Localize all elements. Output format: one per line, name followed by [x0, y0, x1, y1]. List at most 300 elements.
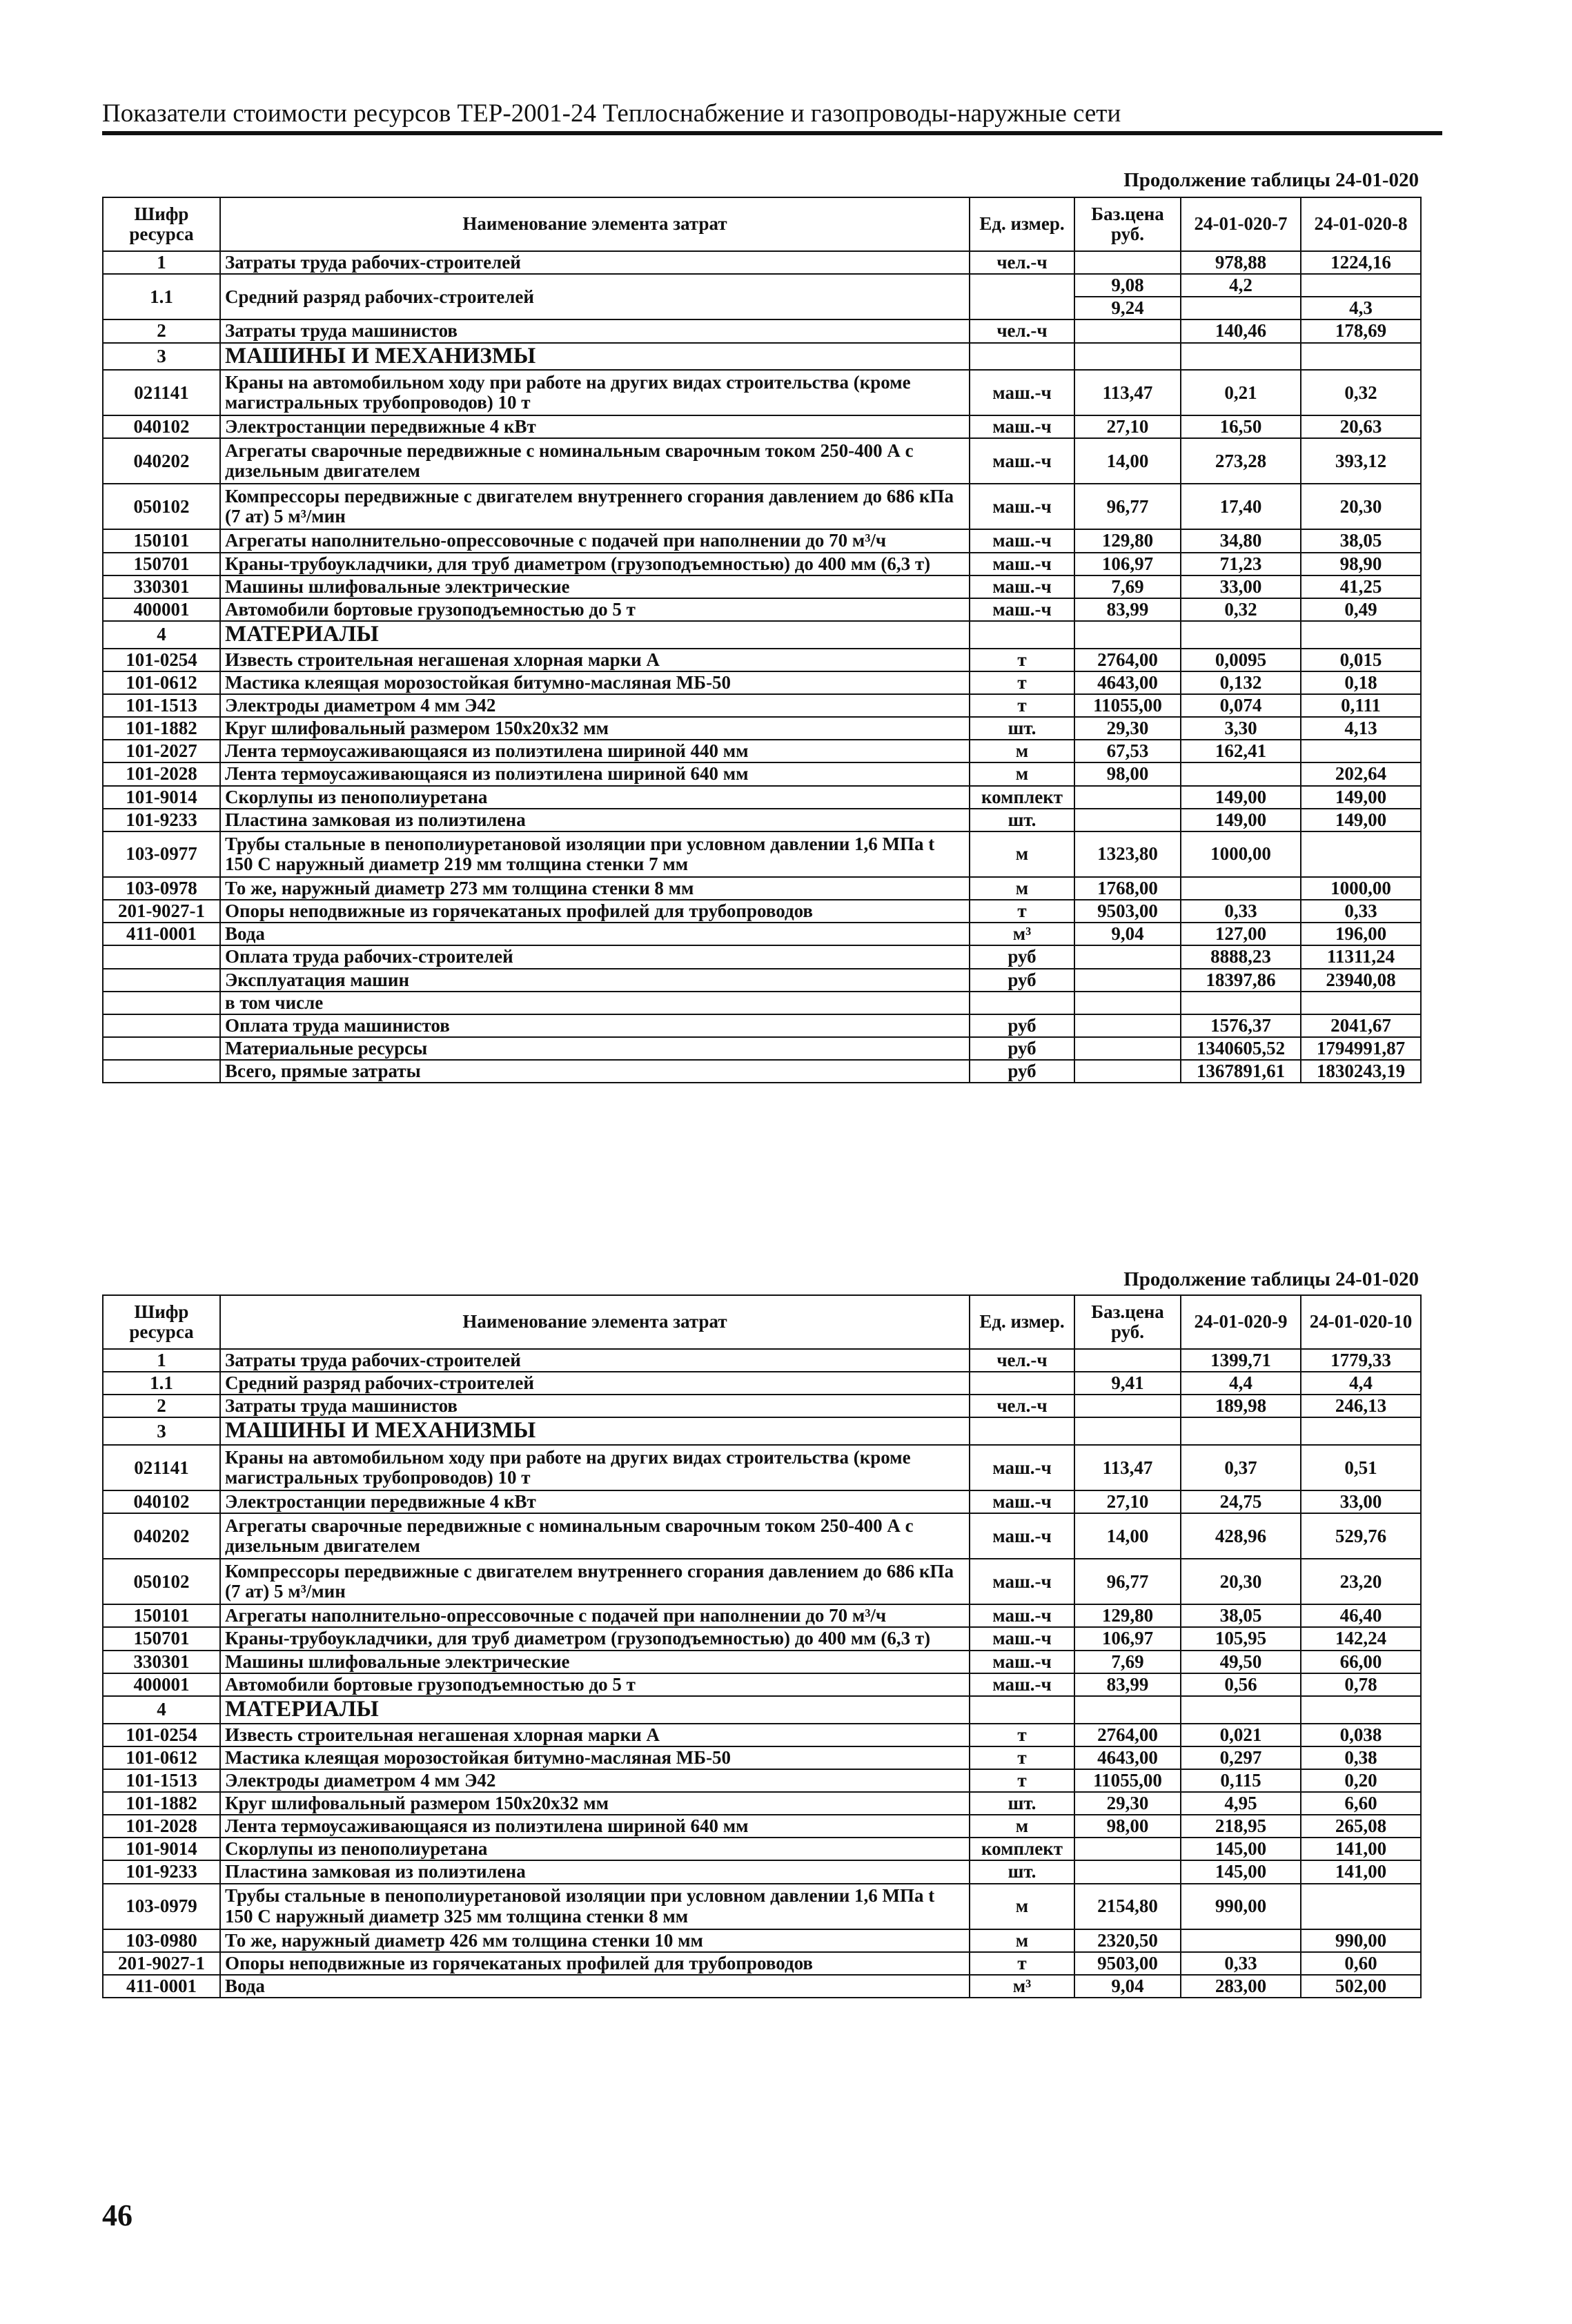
- base-price: 2764,00: [1074, 649, 1181, 671]
- total-value-b: 1830243,19: [1301, 1060, 1421, 1083]
- resource-code: 101-2028: [103, 762, 220, 785]
- value-b: 149,00: [1301, 809, 1421, 831]
- unit-of-measure: маш.-ч: [970, 438, 1074, 484]
- unit-of-measure: м: [970, 1815, 1074, 1838]
- total-label: Всего, прямые затраты: [220, 1060, 970, 1083]
- resource-code: 040102: [103, 415, 220, 438]
- value-b: 46,40: [1301, 1604, 1421, 1627]
- value-b: 502,00: [1301, 1975, 1421, 1998]
- unit-of-measure: м³: [970, 923, 1074, 945]
- value-a: 1399,71: [1181, 1349, 1301, 1372]
- value-b: [1301, 1884, 1421, 1929]
- base-price: 67,53: [1074, 740, 1181, 762]
- resource-name: Скорлупы из пенополиуретана: [220, 786, 970, 809]
- resource-code: 101-2027: [103, 740, 220, 762]
- value-b: 0,038: [1301, 1724, 1421, 1746]
- resource-code: 101-0612: [103, 671, 220, 694]
- table-row: [103, 529, 1421, 552]
- resource-code: 050102: [103, 484, 220, 529]
- unit-of-measure: комплект: [970, 786, 1074, 809]
- unit-of-measure: т: [970, 900, 1074, 923]
- total-unit: руб: [970, 1037, 1074, 1060]
- resource-name: Электроды диаметром 4 мм Э42: [220, 1769, 970, 1792]
- total-base-cell: [1074, 969, 1181, 992]
- resource-name: Машины шлифовальные электрические: [220, 575, 970, 598]
- resource-name: Лента термоусаживающаяся из полиэтилена шириной 640 мм: [220, 1815, 970, 1838]
- value-b: [1301, 831, 1421, 877]
- resource-name: Автомобили бортовые грузоподъемностью до 5 т: [220, 598, 970, 621]
- resource-name: Компрессоры передвижные с двигателем внутреннего сгорания давлением до 686 кПа (7 ат) 5 м³/мин: [220, 484, 970, 529]
- table-row: [103, 877, 1421, 900]
- unit-of-measure: шт.: [970, 1792, 1074, 1815]
- total-row: [103, 969, 1421, 992]
- value-a: 145,00: [1181, 1860, 1301, 1883]
- base-price: 98,00: [1074, 1815, 1181, 1838]
- resource-name: Агрегаты наполнительно-опрессовочные с подачей при наполнении до 70 м³/ч: [220, 529, 970, 552]
- value-b: 1000,00: [1301, 877, 1421, 900]
- resource-code: 103-0978: [103, 877, 220, 900]
- total-label: в том числе: [220, 992, 970, 1014]
- section-title: МАШИНЫ И МЕХАНИЗМЫ: [220, 1417, 970, 1445]
- base-price-cell: [1074, 1417, 1181, 1445]
- total-unit: руб: [970, 1014, 1074, 1037]
- value-a: 283,00: [1181, 1975, 1301, 1998]
- unit-of-measure: маш.-ч: [970, 1513, 1074, 1559]
- table-row: [103, 1372, 1421, 1395]
- total-unit: [970, 992, 1074, 1014]
- value-b: 149,00: [1301, 786, 1421, 809]
- unit-of-measure: м: [970, 877, 1074, 900]
- table-row: [103, 274, 1421, 297]
- unit-of-measure: м³: [970, 1975, 1074, 1998]
- table-row: [103, 598, 1421, 621]
- table-row: [103, 649, 1421, 671]
- value-a: [1181, 877, 1301, 900]
- unit-of-measure: маш.-ч: [970, 1673, 1074, 1696]
- table1-body: [103, 251, 1421, 1083]
- table-row: [103, 1445, 1421, 1490]
- value-b: 142,24: [1301, 1627, 1421, 1650]
- base-price: [1074, 1395, 1181, 1417]
- resource-name: Затраты труда рабочих-строителей: [220, 251, 970, 274]
- value-b: 20,30: [1301, 484, 1421, 529]
- resource-code: 101-0254: [103, 1724, 220, 1746]
- unit-of-measure: комплект: [970, 1838, 1074, 1860]
- total-code-cell: [103, 1014, 220, 1037]
- base-price: 14,00: [1074, 438, 1181, 484]
- table-row: [103, 1838, 1421, 1860]
- total-value-a: 18397,86: [1181, 969, 1301, 992]
- table2-header-col-a: 24-01-020-9: [1181, 1295, 1301, 1349]
- resource-name: Лента термоусаживающаяся из полиэтилена шириной 440 мм: [220, 740, 970, 762]
- unit-of-measure: т: [970, 1769, 1074, 1792]
- base-price: 7,69: [1074, 575, 1181, 598]
- resource-name: Трубы стальные в пенополиуретановой изоляции при условном давлении 1,6 МПа t 150 С наружный диаметр 219 мм толщина стенки 7 мм: [220, 831, 970, 877]
- base-price: 9503,00: [1074, 1952, 1181, 1975]
- unit-of-measure: м: [970, 831, 1074, 877]
- unit-of-measure: шт.: [970, 809, 1074, 831]
- base-price: 9,04: [1074, 1975, 1181, 1998]
- unit-of-measure: маш.-ч: [970, 1490, 1074, 1513]
- total-row: [103, 1060, 1421, 1083]
- table-row: [103, 1769, 1421, 1792]
- value-a: 0,115: [1181, 1769, 1301, 1792]
- table-row: [103, 415, 1421, 438]
- base-price-cell: [1074, 1696, 1181, 1724]
- value-a: 4,95: [1181, 1792, 1301, 1815]
- resource-code: 201-9027-1: [103, 900, 220, 923]
- resource-code: 400001: [103, 598, 220, 621]
- total-base-cell: [1074, 945, 1181, 968]
- resource-code: 400001: [103, 1673, 220, 1696]
- unit-of-measure: чел.-ч: [970, 1349, 1074, 1372]
- total-label: Оплата труда машинистов: [220, 1014, 970, 1037]
- value-a: 34,80: [1181, 529, 1301, 552]
- value-b: 265,08: [1301, 1815, 1421, 1838]
- table-row: [103, 1559, 1421, 1604]
- value-b: 66,00: [1301, 1651, 1421, 1673]
- value-b: 141,00: [1301, 1838, 1421, 1860]
- table-row: [103, 1651, 1421, 1673]
- base-price: 2320,50: [1074, 1929, 1181, 1952]
- base-price: [1074, 1838, 1181, 1860]
- table-row: [103, 1627, 1421, 1650]
- total-base-cell: [1074, 992, 1181, 1014]
- resource-code: 1: [103, 251, 220, 274]
- value-b: 98,90: [1301, 553, 1421, 575]
- base-price: 98,00: [1074, 762, 1181, 785]
- base-price: 9,04: [1074, 923, 1181, 945]
- base-price: 129,80: [1074, 529, 1181, 552]
- unit-of-measure: маш.-ч: [970, 529, 1074, 552]
- base-price: 4643,00: [1074, 671, 1181, 694]
- unit-of-measure: т: [970, 1952, 1074, 1975]
- total-label: Материальные ресурсы: [220, 1037, 970, 1060]
- resource-code: 3: [103, 1417, 220, 1445]
- table-row: [103, 438, 1421, 484]
- total-value-b: 1794991,87: [1301, 1037, 1421, 1060]
- resource-code: 330301: [103, 575, 220, 598]
- value-a: 127,00: [1181, 923, 1301, 945]
- unit-of-measure: маш.-ч: [970, 1604, 1074, 1627]
- value-a: 140,46: [1181, 319, 1301, 342]
- base-price: 27,10: [1074, 1490, 1181, 1513]
- resource-code: 1: [103, 1349, 220, 1372]
- unit-of-measure: маш.-ч: [970, 1627, 1074, 1650]
- value-a: 0,074: [1181, 694, 1301, 717]
- unit-cell: [970, 621, 1074, 649]
- value-a: 0,132: [1181, 671, 1301, 694]
- base-price: 2154,80: [1074, 1884, 1181, 1929]
- resource-code: 150701: [103, 553, 220, 575]
- value-a: 145,00: [1181, 1838, 1301, 1860]
- table-row: [103, 1513, 1421, 1559]
- table1-header-col-b: 24-01-020-8: [1301, 197, 1421, 251]
- resource-code: 101-1882: [103, 717, 220, 740]
- unit-of-measure: [970, 1372, 1074, 1395]
- value-a: 0,56: [1181, 1673, 1301, 1696]
- total-value-a: 1576,37: [1181, 1014, 1301, 1037]
- resource-code: 2: [103, 1395, 220, 1417]
- value-a: 189,98: [1181, 1395, 1301, 1417]
- table-row: [103, 694, 1421, 717]
- total-value-a: 1367891,61: [1181, 1060, 1301, 1083]
- total-label: Эксплуатация машин: [220, 969, 970, 992]
- resource-name: Агрегаты сварочные передвижные с номинальным сварочным током 250-400 А с дизельным двигателем: [220, 438, 970, 484]
- value-a: [1181, 1929, 1301, 1952]
- resource-code: 4: [103, 621, 220, 649]
- total-unit: руб: [970, 945, 1074, 968]
- value-b: 0,18: [1301, 671, 1421, 694]
- unit-of-measure: шт.: [970, 1860, 1074, 1883]
- value-b: 0,38: [1301, 1746, 1421, 1769]
- value-a: 149,00: [1181, 786, 1301, 809]
- resource-code: 021141: [103, 370, 220, 415]
- value-a: 149,00: [1181, 809, 1301, 831]
- value-a: 0,32: [1181, 598, 1301, 621]
- value-b: 20,63: [1301, 415, 1421, 438]
- table-row: [103, 575, 1421, 598]
- resource-code: 330301: [103, 1651, 220, 1673]
- section-title: МАШИНЫ И МЕХАНИЗМЫ: [220, 343, 970, 371]
- value-a: 16,50: [1181, 415, 1301, 438]
- table-row: [103, 1490, 1421, 1513]
- total-code-cell: [103, 1037, 220, 1060]
- resource-code: 150101: [103, 1604, 220, 1627]
- resource-code: 150701: [103, 1627, 220, 1650]
- table-row: [103, 1975, 1421, 1998]
- value-b: 393,12: [1301, 438, 1421, 484]
- table2-header-col-b: 24-01-020-10: [1301, 1295, 1421, 1349]
- resource-code: 411-0001: [103, 1975, 220, 1998]
- value-a: 273,28: [1181, 438, 1301, 484]
- table-row: [103, 786, 1421, 809]
- unit-of-measure: т: [970, 671, 1074, 694]
- unit-of-measure: маш.-ч: [970, 553, 1074, 575]
- resource-code: 1.1: [103, 1372, 220, 1395]
- value-b: 1224,16: [1301, 251, 1421, 274]
- resource-name: Опоры неподвижные из горячекатаных профилей для трубопроводов: [220, 900, 970, 923]
- resource-code: 103-0980: [103, 1929, 220, 1952]
- total-base-cell: [1074, 1037, 1181, 1060]
- base-price: 106,97: [1074, 1627, 1181, 1650]
- section-row: [103, 1696, 1421, 1724]
- value-b: 1779,33: [1301, 1349, 1421, 1372]
- resource-name: Пластина замковая из полиэтилена: [220, 1860, 970, 1883]
- value-a: 33,00: [1181, 575, 1301, 598]
- base-price: 1323,80: [1074, 831, 1181, 877]
- resource-code: 1.1: [103, 274, 220, 319]
- page-number: 46: [102, 2198, 132, 2232]
- resource-name: Трубы стальные в пенополиуретановой изоляции при условном давлении 1,6 МПа t 150 С наружный диаметр 325 мм толщина стенки 8 мм: [220, 1884, 970, 1929]
- unit-of-measure: м: [970, 762, 1074, 785]
- base-price: 2764,00: [1074, 1724, 1181, 1746]
- unit-of-measure: т: [970, 1746, 1074, 1769]
- base-price: [1074, 1860, 1181, 1883]
- value-a: 24,75: [1181, 1490, 1301, 1513]
- value-b: [1301, 274, 1421, 297]
- value-b: 41,25: [1301, 575, 1421, 598]
- resource-name: То же, наружный диаметр 273 мм толщина стенки 8 мм: [220, 877, 970, 900]
- unit-of-measure: шт.: [970, 717, 1074, 740]
- table2-header-name: Наименование элемента затрат: [220, 1295, 970, 1349]
- total-value-a: 1340605,52: [1181, 1037, 1301, 1060]
- resource-name: Электроды диаметром 4 мм Э42: [220, 694, 970, 717]
- value-b: 4,13: [1301, 717, 1421, 740]
- section-title: МАТЕРИАЛЫ: [220, 621, 970, 649]
- table-row: [103, 1349, 1421, 1372]
- base-price: 29,30: [1074, 1792, 1181, 1815]
- resource-name: Известь строительная негашеная хлорная марки А: [220, 1724, 970, 1746]
- table2-continuation-label: Продолжение таблицы 24-01-020: [1123, 1268, 1419, 1290]
- page-title: Показатели стоимости ресурсов ТЕР-2001-24 Теплоснабжение и газопроводы-наружные сети: [102, 99, 1121, 128]
- unit-of-measure: м: [970, 740, 1074, 762]
- total-base-cell: [1074, 1060, 1181, 1083]
- value-a: 71,23: [1181, 553, 1301, 575]
- resource-name: Лента термоусаживающаяся из полиэтилена шириной 640 мм: [220, 762, 970, 785]
- resource-name: Круг шлифовальный размером 150х20х32 мм: [220, 1792, 970, 1815]
- total-value-a: [1181, 992, 1301, 1014]
- unit-of-measure: м: [970, 1884, 1074, 1929]
- resource-code: 101-9014: [103, 1838, 220, 1860]
- table1-head: [103, 197, 1421, 251]
- value-b: 4,4: [1301, 1372, 1421, 1395]
- resource-name: Пластина замковая из полиэтилена: [220, 809, 970, 831]
- value-b: 0,51: [1301, 1445, 1421, 1490]
- resource-code: 101-1882: [103, 1792, 220, 1815]
- total-code-cell: [103, 992, 220, 1014]
- total-value-a: 8888,23: [1181, 945, 1301, 968]
- total-row: [103, 1037, 1421, 1060]
- value-a: [1181, 762, 1301, 785]
- unit-cell: [970, 1696, 1074, 1724]
- base-price: 11055,00: [1074, 694, 1181, 717]
- unit-of-measure: маш.-ч: [970, 1651, 1074, 1673]
- resource-name: Затраты труда машинистов: [220, 1395, 970, 1417]
- resource-name: Краны на автомобильном ходу при работе на других видах строительства (кроме магистральных трубопроводов) 10 т: [220, 1445, 970, 1490]
- value-a: 218,95: [1181, 1815, 1301, 1838]
- base-price: 9,08: [1074, 274, 1181, 297]
- table-row: [103, 740, 1421, 762]
- value-a: 978,88: [1181, 251, 1301, 274]
- resource-code: 021141: [103, 1445, 220, 1490]
- base-price-cell: [1074, 621, 1181, 649]
- value-a: 20,30: [1181, 1559, 1301, 1604]
- base-price: 83,99: [1074, 598, 1181, 621]
- base-price: 29,30: [1074, 717, 1181, 740]
- value-a: 17,40: [1181, 484, 1301, 529]
- table-row: [103, 1815, 1421, 1838]
- resource-name: Краны-трубоукладчики, для труб диаметром (грузоподъемностью) до 400 мм (6,3 т): [220, 1627, 970, 1650]
- value-a: 0,0095: [1181, 649, 1301, 671]
- section-row: [103, 343, 1421, 371]
- table-row: [103, 1929, 1421, 1952]
- value-b: 202,64: [1301, 762, 1421, 785]
- table1-header-code: Шифр ресурса: [103, 197, 220, 251]
- table-row: [103, 1952, 1421, 1975]
- value-a: 0,33: [1181, 1952, 1301, 1975]
- base-price: 14,00: [1074, 1513, 1181, 1559]
- total-unit: руб: [970, 969, 1074, 992]
- table-row: [103, 251, 1421, 274]
- value-b: 0,20: [1301, 1769, 1421, 1792]
- base-price: 27,10: [1074, 415, 1181, 438]
- resource-name: Вода: [220, 923, 970, 945]
- unit-of-measure: чел.-ч: [970, 251, 1074, 274]
- unit-of-measure: маш.-ч: [970, 1559, 1074, 1604]
- resource-code: 040102: [103, 1490, 220, 1513]
- resource-code: 101-9233: [103, 809, 220, 831]
- unit-of-measure: т: [970, 1724, 1074, 1746]
- resource-name: Агрегаты наполнительно-опрессовочные с подачей при наполнении до 70 м³/ч: [220, 1604, 970, 1627]
- resource-code: 101-0612: [103, 1746, 220, 1769]
- resource-name: Известь строительная негашеная хлорная марки А: [220, 649, 970, 671]
- base-price: [1074, 809, 1181, 831]
- value-b: 529,76: [1301, 1513, 1421, 1559]
- section-title: МАТЕРИАЛЫ: [220, 1696, 970, 1724]
- resource-code: 101-1513: [103, 694, 220, 717]
- resource-name: Компрессоры передвижные с двигателем внутреннего сгорания давлением до 686 кПа (7 ат) 5 м³/мин: [220, 1559, 970, 1604]
- value-a: 162,41: [1181, 740, 1301, 762]
- total-value-b: 23940,08: [1301, 969, 1421, 992]
- table-row: [103, 319, 1421, 342]
- base-price: 1768,00: [1074, 877, 1181, 900]
- value-a-cell: [1181, 343, 1301, 371]
- value-a: 4,4: [1181, 1372, 1301, 1395]
- unit-of-measure: маш.-ч: [970, 1445, 1074, 1490]
- total-code-cell: [103, 945, 220, 968]
- base-price: 11055,00: [1074, 1769, 1181, 1792]
- value-a-cell: [1181, 1417, 1301, 1445]
- table-row: [103, 370, 1421, 415]
- resource-code: 101-2028: [103, 1815, 220, 1838]
- resource-name: Средний разряд рабочих-строителей: [220, 274, 970, 319]
- value-b: [1301, 740, 1421, 762]
- resource-table-2: [102, 1294, 1422, 1998]
- base-price: 7,69: [1074, 1651, 1181, 1673]
- value-a: [1181, 297, 1301, 319]
- table1-continuation-label: Продолжение таблицы 24-01-020: [1123, 169, 1419, 191]
- unit-cell: [970, 343, 1074, 371]
- resource-name: Электростанции передвижные 4 кВт: [220, 1490, 970, 1513]
- resource-name: Скорлупы из пенополиуретана: [220, 1838, 970, 1860]
- resource-code: 101-9233: [103, 1860, 220, 1883]
- resource-name: Машины шлифовальные электрические: [220, 1651, 970, 1673]
- resource-code: 103-0977: [103, 831, 220, 877]
- total-row: [103, 1014, 1421, 1037]
- table2-header-unit: Ед. измер.: [970, 1295, 1074, 1349]
- value-b: 0,111: [1301, 694, 1421, 717]
- resource-table-1: [102, 197, 1422, 1083]
- section-row: [103, 1417, 1421, 1445]
- value-b: 0,60: [1301, 1952, 1421, 1975]
- table-row: [103, 1792, 1421, 1815]
- unit-of-measure: маш.-ч: [970, 484, 1074, 529]
- value-a: 3,30: [1181, 717, 1301, 740]
- total-base-cell: [1074, 1014, 1181, 1037]
- base-price: [1074, 786, 1181, 809]
- resource-name: Краны-трубоукладчики, для труб диаметром (грузоподъемностью) до 400 мм (6,3 т): [220, 553, 970, 575]
- table-row: [103, 1884, 1421, 1929]
- unit-cell: [970, 1417, 1074, 1445]
- value-a: 990,00: [1181, 1884, 1301, 1929]
- value-a: 38,05: [1181, 1604, 1301, 1627]
- total-row: [103, 992, 1421, 1014]
- value-a-cell: [1181, 1696, 1301, 1724]
- base-price: 9503,00: [1074, 900, 1181, 923]
- resource-name: Мастика клеящая морозостойкая битумно-масляная МБ-50: [220, 671, 970, 694]
- unit-of-measure: чел.-ч: [970, 319, 1074, 342]
